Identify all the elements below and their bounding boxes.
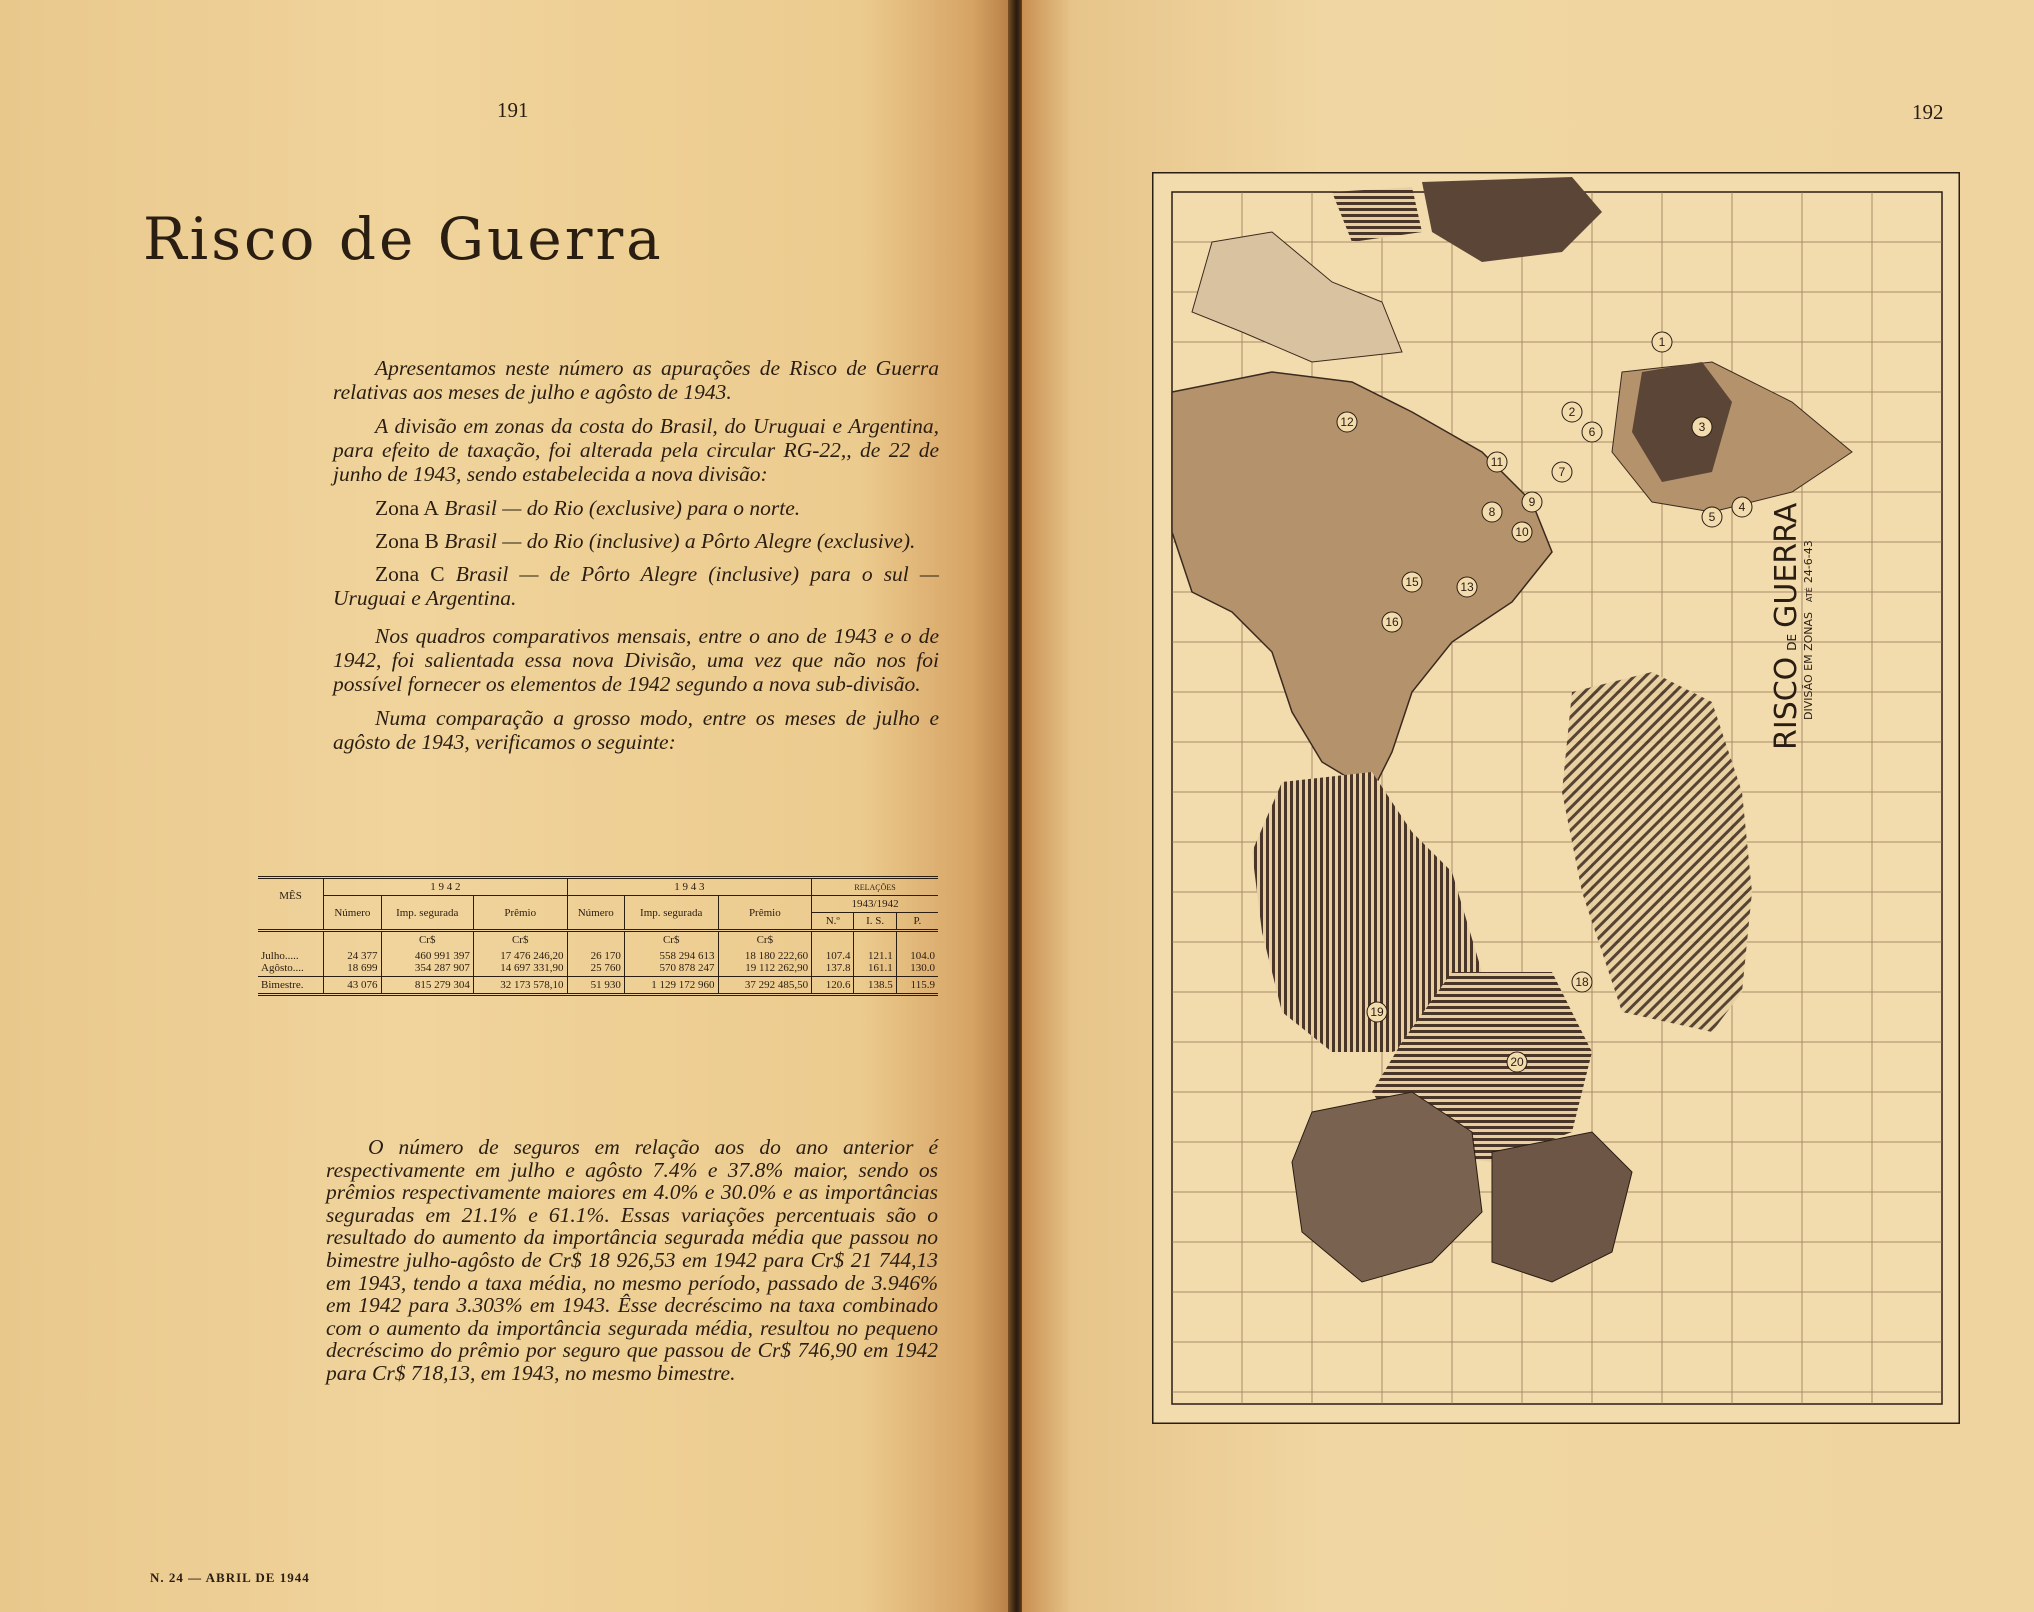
zone-number: 12: [1340, 415, 1354, 429]
col-header: Número: [324, 896, 381, 931]
closing-text: [326, 1136, 938, 1395]
col-header: Imp. segurada: [624, 896, 718, 931]
page-number: 191: [497, 98, 529, 122]
zone-number: 18: [1575, 975, 1589, 989]
table-cell: 1 129 172 960: [624, 977, 718, 995]
comparison-table: [258, 876, 938, 996]
table-cell: 115.9: [896, 977, 938, 995]
paragraph-4: Numa comparação a grosso modo, entre os meses de julho e agôsto de 1943, verificamos o seguinte:: [333, 706, 939, 754]
zone-number: 10: [1515, 525, 1529, 539]
col-header: N.º: [812, 913, 854, 931]
zone-number: 20: [1510, 1055, 1524, 1069]
table-cell: 18 180 222,60 19 112 262,90: [718, 948, 812, 977]
zone-number: 16: [1385, 615, 1399, 629]
zone-a: Zona A Brasil — do Rio (exclusive) para o norte.: [375, 496, 801, 520]
zone-number: 2: [1568, 405, 1576, 419]
table-cell: 51 930: [567, 977, 624, 995]
table-cell: 104.0 130.0: [896, 948, 938, 977]
group-1943: 1 9 4 3: [567, 878, 812, 896]
issue-footer: N. 24 — ABRIL DE 1944: [150, 1570, 310, 1585]
zone-c: Zona C Brasil — de Pôrto Alegre (inclusive) para o sul — Uruguai e Argentina.: [333, 562, 939, 610]
currency-label: Cr$: [473, 931, 567, 949]
paragraph-1: Apresentamos neste número as apurações de Risco de Guerra relativas aos meses de julho e agôsto de 1943.: [333, 356, 939, 404]
table-cell: 32 173 578,10: [473, 977, 567, 995]
paragraph-2: A divisão em zonas da costa do Brasil, do Uruguai e Argentina, para efeito de taxação, foi alterada pela circular RG-22,, de 22 de junho de 1943, sendo estabelecida a nova divisão:: [333, 414, 939, 486]
zone-b: Zona B Brasil — do Rio (inclusive) a Pôrto Alegre (exclusive).: [375, 529, 916, 553]
zone-number: 5: [1708, 510, 1716, 524]
page-title: Risco de Guerra: [143, 205, 664, 273]
col-header: Prêmio: [473, 896, 567, 931]
col-header: P.: [896, 913, 938, 931]
col-mes: MÊS: [258, 878, 324, 913]
zone-number: 15: [1405, 575, 1419, 589]
zone-number: 4: [1738, 500, 1746, 514]
col-header: I. S.: [854, 913, 896, 931]
zone-number: 1: [1658, 335, 1666, 349]
currency-label: Cr$: [624, 931, 718, 949]
group-1942: 1 9 4 2: [324, 878, 567, 896]
map-title: RISCODEGUERRA: [1769, 502, 1804, 750]
currency-label: Cr$: [381, 931, 473, 949]
zone-number: 13: [1460, 580, 1474, 594]
page-number: 192: [1912, 100, 1944, 124]
table-cell: 107.4 137.8: [812, 948, 854, 977]
intro-text: [333, 356, 939, 764]
zone-number: 3: [1698, 420, 1706, 434]
zone-number: 19: [1370, 1005, 1384, 1019]
zone-number: 9: [1528, 495, 1536, 509]
closing-paragraph: O número de seguros em relação aos do ano anterior é respectivamente em julho e agôsto 7.4% e 37.8% maior, sendo os prêmios respectivamente maiores em 4.0% e 30.0% e as importâncias seguradas em 21.1% e 61.1%. Essas variações percentuais são o resultado do aumento da importância segurada média que passou no bimestre julho-agôsto de Cr$ 18 926,53 em 1942 para Cr$ 21 744,13 em 1943, tendo a taxa média, no mesmo período, passado de 3.946% em 1942 para 3.303% em 1943. Êsse decréscimo na taxa combinado com o aumento da importância segurada média, resultou no pequeno decréscimo do prêmio por seguro que passou de Cr$ 746,90 em 1942 para Cr$ 718,13, em 1943, no mesmo bimestre.: [326, 1135, 938, 1385]
zone-number: 11: [1490, 455, 1504, 469]
row-label-total: Bimestre.: [258, 977, 324, 995]
table-cell: 17 476 246,20 14 697 331,90: [473, 948, 567, 977]
table-cell: 37 292 485,50: [718, 977, 812, 995]
table-cell: 120.6: [812, 977, 854, 995]
paragraph-3: Nos quadros comparativos mensais, entre o ano de 1943 e o de 1942, foi salientada essa nova Divisão, uma vez que não nos foi possível fornecer os elementos de 1942 segundo a nova sub-divisão.: [333, 624, 939, 696]
col-header: Imp. segurada: [381, 896, 473, 931]
map-title-block: [1758, 490, 1818, 780]
row-label-months: Julho..... Agôsto....: [261, 950, 304, 974]
col-header: Prêmio: [718, 896, 812, 931]
table-cell: 26 170 25 760: [567, 948, 624, 977]
table-cell: 558 294 613 570 878 247: [624, 948, 718, 977]
zone-number: 6: [1588, 425, 1596, 439]
table-cell: 460 991 397 354 287 907: [381, 948, 473, 977]
table-cell: 138.5: [854, 977, 896, 995]
left-page: [0, 0, 1012, 1612]
table-cell: 121.1 161.1: [854, 948, 896, 977]
currency-label: Cr$: [718, 931, 812, 949]
table-cell: 815 279 304: [381, 977, 473, 995]
table-cell: 43 076: [324, 977, 381, 995]
group-relacoes: RELAÇÕES: [812, 878, 938, 896]
col-header: Número: [567, 896, 624, 931]
table-cell: 24 377 18 699: [324, 948, 381, 977]
map-subtitle: DIVISÃO EM ZONASATÉ24-6-43: [1802, 540, 1815, 720]
war-risk-zone-map: [1152, 172, 1960, 1424]
relacoes-sub: 1943/1942: [812, 896, 938, 913]
zone-number: 8: [1488, 505, 1496, 519]
zone-number: 7: [1558, 465, 1566, 479]
